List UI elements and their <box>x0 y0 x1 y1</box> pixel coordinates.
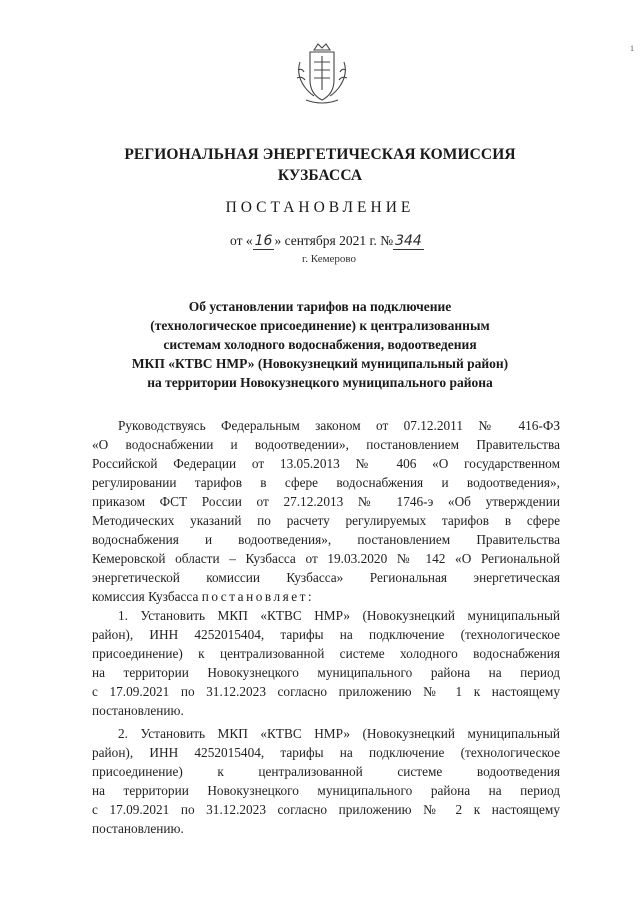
preamble-line: регулировании тарифов в сфере водоснабжения и водоотведения», <box>92 475 560 490</box>
date-day: 16 <box>254 233 273 249</box>
document-number: 344 <box>395 233 422 249</box>
preamble-line: энергетической комиссии Кузбасса» Региональная энергетическая <box>92 570 560 585</box>
preamble-line: Руководствуясь Федеральным законом от 07.12.2011 № 416-ФЗ <box>118 418 560 433</box>
preamble-line: «О водоснабжении и водоотведении», постановлением Правительства <box>92 437 560 452</box>
organization-name: РЕГИОНАЛЬНАЯ ЭНЕРГЕТИЧЕСКАЯ КОМИССИЯ <box>124 146 516 163</box>
date-line <box>230 233 424 249</box>
preamble-line-last <box>92 589 560 605</box>
preamble-tail: комиссия Кузбасса <box>92 589 202 604</box>
document-type: ПОСТАНОВЛЕНИЕ <box>225 199 415 216</box>
date-middle: » сентября 2021 г. № <box>274 233 394 248</box>
resolution-keyword: постановляет: <box>201 589 315 604</box>
title-line: на территории Новокузнецкого муниципального района <box>147 375 493 390</box>
title-line: МКП «КТВС НМР» (Новокузнецкий муниципальный район) <box>131 356 509 371</box>
item2-line: постановлению. <box>92 821 184 836</box>
item1-line: присоединение) к централизованной системе холодного водоснабжения <box>92 646 560 661</box>
item2-line: присоединение) к централизованной системе водоотведения <box>92 764 560 779</box>
coat-of-arms-emblem <box>292 40 352 108</box>
item2-line: район), ИНН 4252015404, тарифы на подключение (технологическое <box>92 745 560 760</box>
preamble-line: Кемеровской области – Кузбасса от 19.03.2020 № 142 «О Региональной <box>92 551 560 566</box>
item1-line: район), ИНН 4252015404, тарифы на подключение (технологическое <box>92 627 560 642</box>
item1-line: постановлению. <box>92 703 184 718</box>
title-line: Об установлении тарифов на подключение <box>188 299 452 314</box>
preamble-line: Методических указаний по расчету регулируемых тарифов в сфере <box>92 513 560 528</box>
item2-line: 2. Установить МКП «КТВС НМР» (Новокузнецкий муниципальный <box>118 726 560 741</box>
preamble-line: Российской Федерации от 13.05.2013 № 406 «О государственном <box>92 456 560 471</box>
item1-line: с 17.09.2021 по 31.12.2023 согласно приложению № 1 к настоящему <box>92 684 560 699</box>
item2-line: на территории Новокузнецкого муниципального района на период <box>92 783 560 798</box>
item1-line: на территории Новокузнецкого муниципального района на период <box>92 665 560 680</box>
date-prefix: от « <box>230 233 253 248</box>
city: г. Кемерово <box>302 253 357 265</box>
preamble-line: водоснабжения и водоотведения», постановлением Правительства <box>92 532 560 547</box>
page-marker: 1 <box>630 44 634 53</box>
item2-line: с 17.09.2021 по 31.12.2023 согласно приложению № 2 к настоящему <box>92 802 560 817</box>
title-line: (технологическое присоединение) к централизованным <box>150 318 490 333</box>
title-line: системам холодного водоснабжения, водоотведения <box>163 337 477 352</box>
organization-name-cont: КУЗБАССА <box>277 167 363 184</box>
item1-line: 1. Установить МКП «КТВС НМР» (Новокузнецкий муниципальный <box>118 608 560 623</box>
preamble-line: приказом ФСТ России от 27.12.2013 № 1746-э «Об утверждении <box>92 494 560 509</box>
